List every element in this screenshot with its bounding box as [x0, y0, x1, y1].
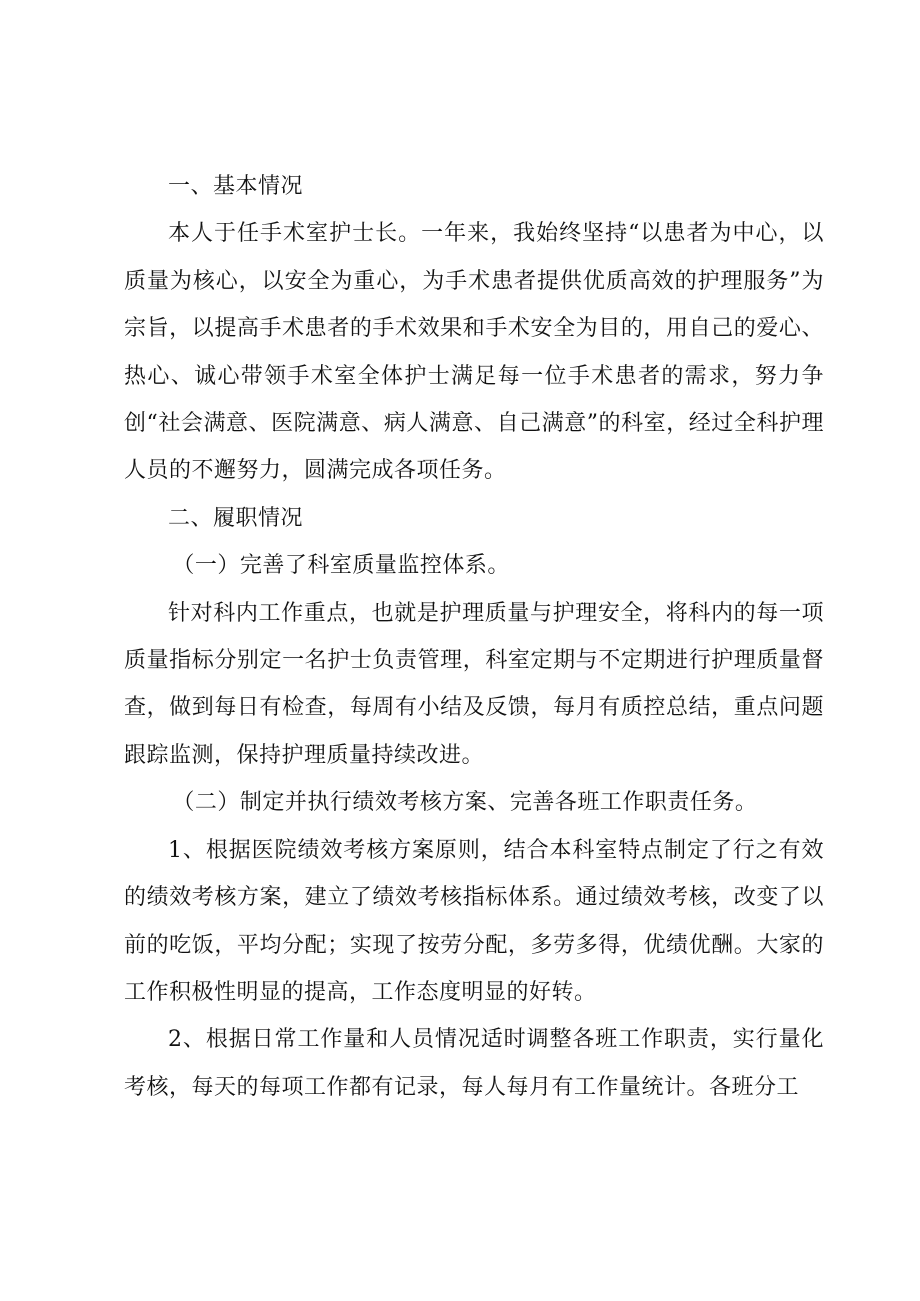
paragraph-introduction: 本人于任手术室护士长。一年来，我始终坚持“以患者为中心，以质量为核心，以安全为重心，为手术患者提供优质高效的护理服务”为宗旨，以提高手术患者的手术效果和手术安全为目的，用自己的爱心、热心、诚心带领手术室全体护士满足每一位手术患者的需求，努力争创“社会满意、医院满意、病人满意、自己满意”的科室，经过全科护理人员的不邂努力，圆满完成各项任务。	[124, 221, 824, 484]
paragraph-performance-plan: 1、根据医院绩效考核方案原则，结合本科室特点制定了行之有效的绩效考核方案，建立了绩效考核指标体系。通过绩效考核，改变了以前的吃饭，平均分配；实现了按劳分配，多劳多得，优绩优酬。大家的工作积极性明显的提高，工作态度明显的好转。	[124, 837, 824, 1005]
paragraph-quality-monitoring: 针对科内工作重点，也就是护理质量与护理安全，将科内的每一项质量指标分别定一名护士负责管理，科室定期与不定期进行护理质量督查，做到每日有检查，每周有小结及反馈，每月有质控总结，重点问题跟踪监测，保持护理质量持续改进。	[124, 600, 824, 768]
paragraph-duty-adjustment: 2、根据日常工作量和人员情况适时调整各班工作职责，实行量化考核，每天的每项工作都有记录，每人每月有工作量统计。各班分工	[124, 1027, 824, 1100]
document-body	[124, 163, 824, 1111]
section-heading-duties: 二、履职情况	[168, 505, 304, 531]
subsection-heading-quality-monitoring: （一）完善了科室质量监控体系。	[172, 553, 510, 579]
subsection-heading-performance-assessment: （二）制定并执行绩效考核方案、完善各班工作职责任务。	[172, 790, 758, 816]
section-heading-basic-situation: 一、基本情况	[168, 174, 304, 199]
